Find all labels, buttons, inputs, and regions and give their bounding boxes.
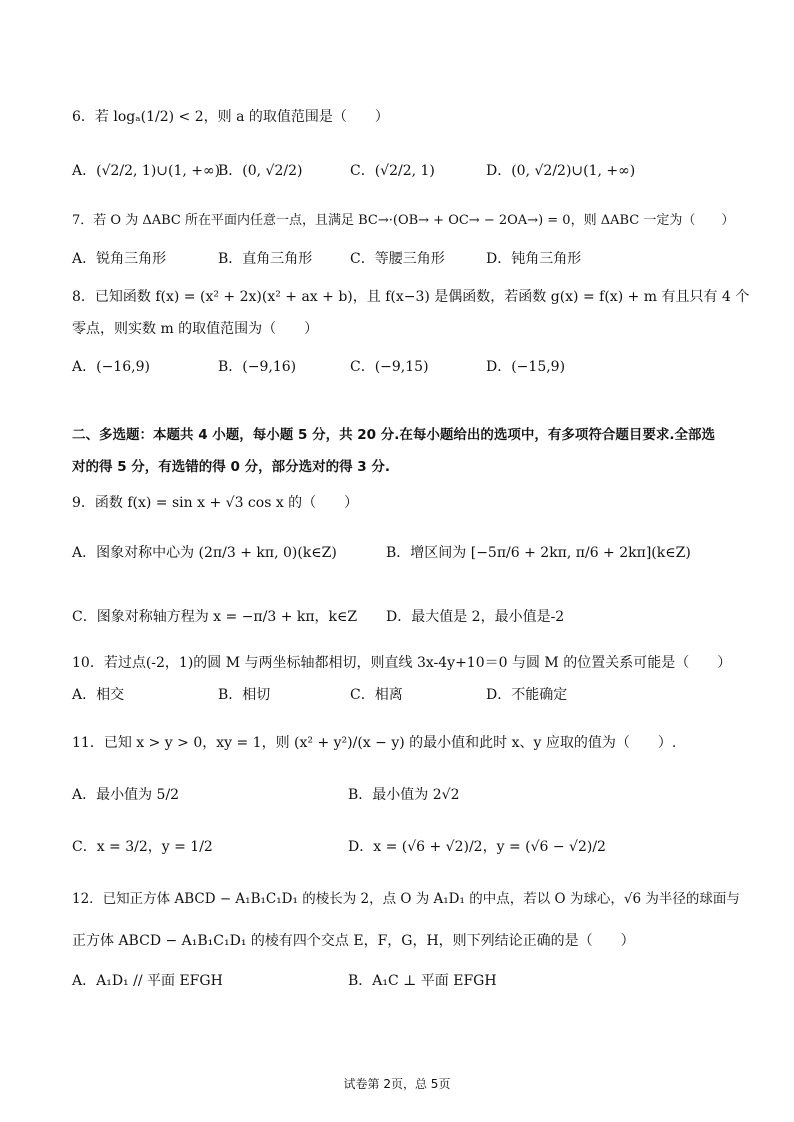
q6-stem: 6．若 logₐ(1/2) < 2，则 a 的取值范围是（ ） — [72, 109, 389, 125]
q11-option-a: A．最小值为 5/2 — [72, 787, 180, 803]
q8-stem-line2: 零点，则实数 m 的取值范围为（ ） — [72, 321, 319, 337]
q10-option-c: C．相离 — [350, 687, 403, 703]
q6-option-b: B．(0, √2/2) — [218, 163, 303, 179]
q11-stem: 11．已知 x > y > 0，xy = 1，则 (x² + y²)/(x − y) 的最小值和此时 x、y 应取的值为（ ）. — [72, 735, 677, 751]
q8-option-d: D．(−15,9) — [486, 359, 566, 375]
section2-line2: 对的得 5 分，有选错的得 0 分，部分选对的得 3 分. — [72, 459, 391, 475]
q10-option-d: D．不能确定 — [486, 687, 568, 703]
q10-option-a: A．相交 — [72, 687, 125, 703]
q12-stem-line2: 正方体 ABCD − A₁B₁C₁D₁ 的棱有四个交点 E，F，G，H，则下列结论正确的是（ ） — [72, 933, 635, 949]
q9-stem: 9．函数 f(x) = sin x + √3 cos x 的（ ） — [72, 495, 359, 511]
q8-stem-line1: 8．已知函数 f(x) = (x² + 2x)(x² + ax + b)，且 f(x−3) 是偶函数，若函数 g(x) = f(x) + m 有且只有 4 个 — [72, 289, 750, 305]
q11-option-b: B．最小值为 2√2 — [348, 787, 460, 803]
q7-option-a: A．锐角三角形 — [72, 251, 167, 267]
q6-option-d: D．(0, √2/2)∪(1, +∞) — [486, 163, 636, 179]
page-footer: 试卷第 2页，总 5页 — [343, 1077, 451, 1091]
q7-option-d: D．钝角三角形 — [486, 251, 582, 267]
q12-option-b: B．A₁C ⊥ 平面 EFGH — [348, 973, 497, 989]
q9-option-c: C．图象对称轴方程为 x = −π/3 + kπ，k∈Z — [72, 609, 358, 625]
q9-option-a: A．图象对称中心为 (2π/3 + kπ, 0)(k∈Z) — [72, 545, 337, 561]
q7-option-c: C．等腰三角形 — [350, 251, 445, 267]
q12-option-a: A．A₁D₁ // 平面 EFGH — [72, 973, 223, 989]
q8-option-a: A．(−16,9) — [72, 359, 150, 375]
q7-stem: 7．若 O 为 ΔABC 所在平面内任意一点，且满足 BC→·(OB→ + OC→ − 2OA→) = 0，则 ΔABC 一定为（ ） — [72, 213, 735, 228]
q7-option-b: B．直角三角形 — [218, 251, 313, 267]
q6-option-c: C．(√2/2, 1) — [350, 163, 435, 179]
q10-stem: 10．若过点(-2，1)的圆 M 与两坐标轴都相切，则直线 3x-4y+10＝0 与圆 M 的位置关系可能是（ ） — [72, 655, 732, 671]
q9-option-b: B．增区间为 [−5π/6 + 2kπ, π/6 + 2kπ](k∈Z) — [386, 545, 691, 561]
q8-option-b: B．(−9,16) — [218, 359, 297, 375]
section2-line1: 二、多选题：本题共 4 小题，每小题 5 分，共 20 分.在每小题给出的选项中，有多项符合题目要求.全部选 — [72, 427, 716, 443]
q9-option-d: D．最大值是 2，最小值是-2 — [386, 609, 565, 625]
q8-option-c: C．(−9,15) — [350, 359, 429, 375]
q6-option-a: A．(√2/2, 1)∪(1, +∞) — [72, 163, 221, 179]
q12-stem-line1: 12．已知正方体 ABCD − A₁B₁C₁D₁ 的棱长为 2，点 O 为 A₁D₁ 的中点，若以 O 为球心，√6 为半径的球面与 — [72, 891, 740, 907]
q11-option-c: C．x = 3/2，y = 1/2 — [72, 839, 213, 855]
q10-option-b: B．相切 — [218, 687, 271, 703]
q11-option-d: D．x = (√6 + √2)/2，y = (√6 − √2)/2 — [348, 839, 606, 855]
